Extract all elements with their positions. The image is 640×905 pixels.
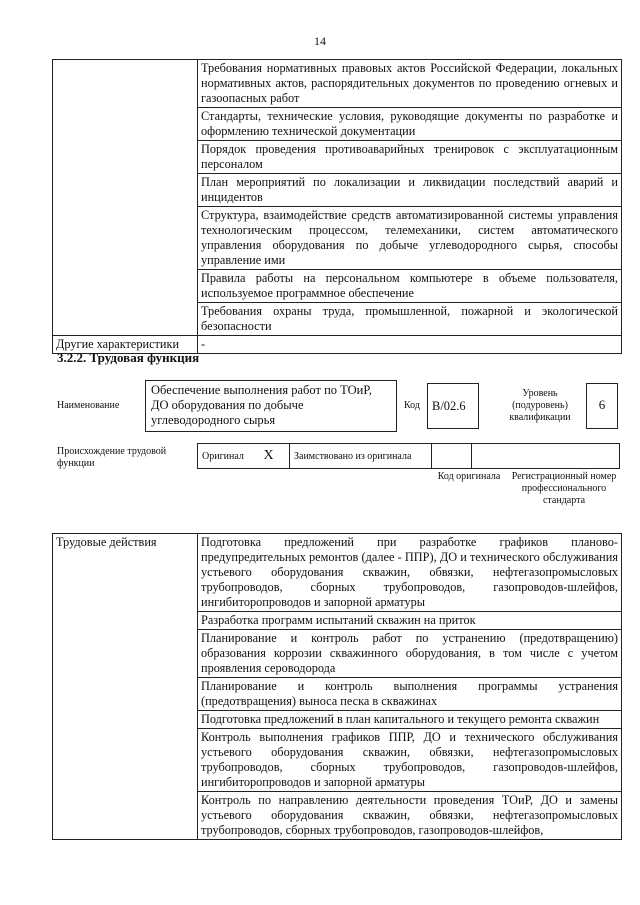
knowledge-row: Порядок проведения противоаварийных тренировок с эксплуатационным персоналом	[198, 141, 622, 174]
code-label: Код	[404, 400, 420, 411]
borrowed-label: Заимствовано из оригинала	[290, 444, 432, 469]
function-name-value: Обеспечение выполнения работ по ТОиР, ДО оборудования по добыче углеводородного сырья	[145, 380, 397, 432]
code-orig-label: Код оригинала	[437, 471, 501, 482]
name-label: Наименование	[57, 400, 120, 411]
knowledge-row: Требования охраны труда, промышленной, пожарной и экологической безопасности	[198, 303, 622, 336]
section-title: 3.2.2. Трудовая функция	[57, 350, 200, 365]
knowledge-row: Правила работы на персональном компьютере в объеме пользователя, используемое программное обеспечение	[198, 270, 622, 303]
code-orig-cell	[432, 444, 472, 469]
reg-num-label: Регистрационный номер профессионального стандарта	[511, 471, 617, 506]
knowledge-row: План мероприятий по локализации и ликвидации последствий аварий и инцидентов	[198, 174, 622, 207]
page-number: 14	[314, 34, 326, 48]
other-characteristics-value: -	[198, 336, 622, 354]
knowledge-row: Требования нормативных правовых актов Российской Федерации, локальных нормативных актов, распорядительных документов по проведению огневых и газоопасных работ	[198, 60, 622, 108]
level-value: 6	[586, 383, 618, 429]
origin-label: Происхождение трудовой функции	[57, 446, 167, 469]
knowledge-table	[52, 59, 622, 354]
labor-action-row: Планирование и контроль выполнения программы устранения (предотвращения) выноса песка в скважинах	[198, 678, 622, 711]
labor-action-row: Планирование и контроль работ по устранению (предотвращению) образования коррозии скважинного оборудования, в том числе с учетом проявления сероводорода	[198, 630, 622, 678]
labor-action-row: Разработка программ испытаний скважин на приток	[198, 612, 622, 630]
labor-action-row: Подготовка предложений при разработке графиков планово-предупредительных ремонтов (далее - ППР), ДО и технического обслуживания устьевого оборудования скважин, обвязки, нефтегазопромысловых трубопроводов, сборных трубопроводов, газопроводов-шлейфов, ингибиторопроводов и запорной арматуры	[198, 534, 622, 612]
original-mark: X	[260, 444, 290, 469]
labor-actions-label: Трудовые действия	[53, 534, 198, 840]
level-label: Уровень (подуровень) квалификации	[509, 388, 571, 423]
original-label: Оригинал	[198, 444, 260, 469]
reg-num-cell	[472, 444, 620, 469]
knowledge-row: Стандарты, технические условия, руководящие документы по разработке и оформлению технической документации	[198, 108, 622, 141]
labor-action-row: Контроль по направлению деятельности проведения ТОиР, ДО и замены устьевого оборудования скважин, обвязки, нефтегазопромысловых трубопроводов, сборных трубопроводов, газопроводов-шлейфов,	[198, 792, 622, 840]
labor-actions-table	[52, 533, 622, 840]
function-code-value: B/02.6	[427, 383, 479, 429]
labor-action-row: Подготовка предложений в план капитального и текущего ремонта скважин	[198, 711, 622, 729]
knowledge-left-cell	[53, 60, 198, 336]
knowledge-row: Структура, взаимодействие средств автоматизированной системы управления технологическим процессом, телемеханики, систем автоматического управления оборудования по добыче углеводородного сырья, способы управление ими	[198, 207, 622, 270]
other-characteristics-label: Другие характеристики	[53, 336, 198, 354]
origin-table	[197, 443, 620, 469]
labor-action-row: Контроль выполнения графиков ППР, ДО и технического обслуживания устьевого оборудования скважин, обвязки, нефтегазопромысловых трубопроводов, сборных трубопроводов, газопроводов-шлейфов, ингибиторопроводов и запорной арматуры	[198, 729, 622, 792]
